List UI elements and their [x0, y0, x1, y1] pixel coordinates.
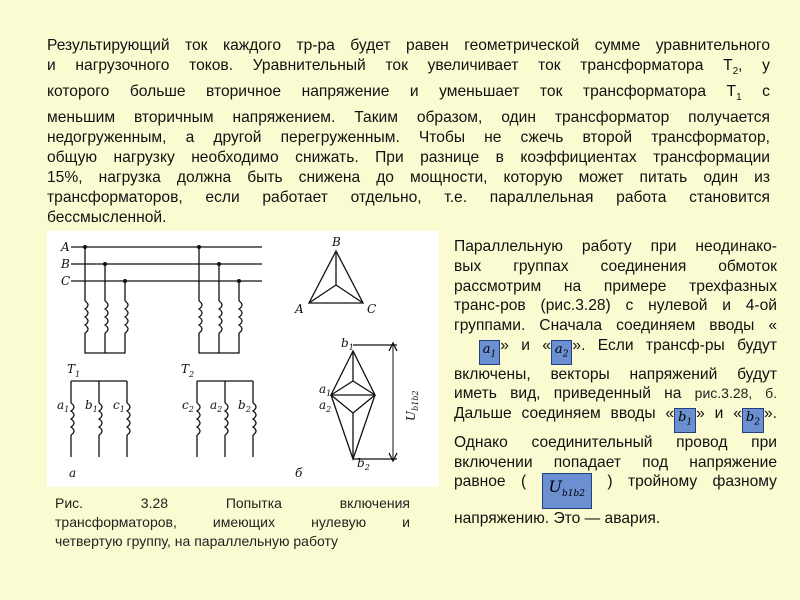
secondary-vector-diagram [331, 343, 397, 461]
terminal-a1-label: $a_1$ [57, 398, 70, 414]
paragraph-line: Дальше соединяем вводы « $b_1$» и « $b_2$». [454, 404, 777, 433]
side-paragraph [454, 237, 777, 528]
terminal-a2-label: $a_2$ [210, 398, 223, 414]
t2-secondary-windings [197, 381, 256, 457]
terminal-a2-chip: $a_2$ [551, 340, 573, 365]
paragraph-line: трансформаторов, если работает отдельно, т.е. параллельная работа становится [47, 189, 770, 207]
svg-text:1: 1 [75, 370, 81, 379]
paragraph-line: Результирующий ток каждого тр-ра будет равен геометрической сумме уравнительного [47, 37, 770, 54]
triangle-c-label: C [367, 302, 377, 316]
t2-label: T [181, 362, 190, 376]
paragraph-line: которого больше вторичное напряжение и уменьшает ток трансформатора $T_1$ с [47, 83, 770, 104]
bus-c-label: C [61, 274, 71, 288]
caption-line: четвертую группу, на параллельную работу [55, 533, 339, 549]
voltage-u-chip: $U_{b1b2}$ [542, 473, 592, 508]
paragraph-line: включены, векторы напряжений будут [454, 365, 777, 383]
paragraph-line: рассмотрим на примере трехфазных [454, 277, 777, 295]
primary-vector-triangle [309, 251, 363, 303]
vector-a2-label: $a_2$ [319, 398, 332, 414]
paragraph-line: и нагрузочного токов. Уравнительный ток увеличивает ток трансформатора $T_2$, у [47, 57, 770, 78]
terminal-c1-label: $c_1$ [113, 398, 125, 414]
vector-a1-label: $a_1$ [319, 382, 332, 398]
paragraph-line: транс-ров (рис.3.28) с нулевой и 4-ой [454, 297, 777, 315]
bus-b-label: B [61, 257, 70, 271]
paragraph-line: Параллельную работу при неодинако- [454, 238, 777, 255]
terminal-b1-chip: $b_1$ [674, 408, 696, 433]
paragraph-line: Однако соединительный провод при [454, 433, 777, 451]
figure-reference: рис.3.28, б. [694, 385, 778, 402]
paragraph-line: группами. Сначала соединяем вводы « [454, 317, 777, 335]
paragraph-line: иметь вид, приведенный на рис.3.28, б. [454, 385, 778, 403]
terminal-b1-label: $b_1$ [85, 398, 98, 414]
paragraph-line: включении попадает под напряжение [454, 453, 777, 471]
figure-diagram [47, 231, 439, 487]
paragraph-line: равное ( $U_{b1b2}$ ) тройному фазному [454, 472, 777, 508]
svg-text:2: 2 [189, 370, 195, 379]
terminal-b2-chip: $b_2$ [742, 408, 764, 433]
vector-b2-label: $b_2$ [357, 456, 370, 472]
terminal-c2-label: $c_2$ [182, 398, 194, 414]
figure-caption [55, 494, 410, 551]
paragraph-line: меньшим вторичным напряжением. Таким образом, один трансформатор получается [47, 109, 770, 127]
t1-label: T [67, 362, 76, 376]
panel-a-label: a [69, 466, 77, 480]
t1-secondary-windings [71, 381, 130, 457]
paragraph-line: 15%, нагрузка должна быть снижена до мощности, которую может питать один из [47, 169, 770, 187]
bus-a-label: A [61, 240, 70, 254]
paragraph-line: общую нагрузку необходимо снижать. При разнице в коэффициентах трансформации [47, 149, 770, 167]
caption-line: трансформаторов, имеющих нулевую и [55, 514, 410, 530]
caption-line: Рис. 3.28 Попытка включения [55, 495, 410, 511]
triangle-a-label: A [295, 302, 304, 316]
voltage-u-label: $U_{b1b2}$ [404, 390, 420, 421]
paragraph-line: вых группах соединения обмоток [454, 257, 777, 275]
panel-b-label: б [295, 466, 303, 480]
terminal-a1-chip: $a_1$ [479, 340, 501, 365]
main-paragraph [47, 36, 770, 228]
transformer-figure [47, 231, 439, 487]
paragraph-line: недогруженным, а другой перегруженным. Чтобы не сжечь второй трансформатор, [47, 129, 770, 147]
paragraph-line: бессмысленной. [47, 209, 167, 227]
paragraph-line: напряжению. Это — авария. [454, 509, 661, 527]
vector-b1-label: $b_1$ [341, 336, 354, 352]
terminal-b2-label: $b_2$ [238, 398, 251, 414]
paragraph-line: $a_1$» и « $a_2$». Если трансф-ры будут [454, 336, 777, 365]
triangle-b-label: B [332, 235, 341, 249]
